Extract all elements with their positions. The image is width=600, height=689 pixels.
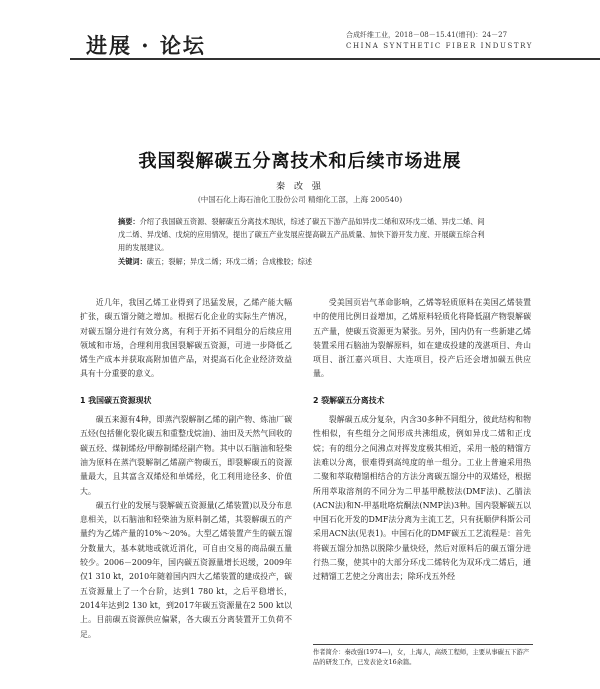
keywords-label: 关键词： — [118, 257, 147, 266]
author-footnote: 作者简介：秦改强(1974—)，女，上海人，高级工程师，主要从事碳五下游产品的研发工作，已发表论文16余篇。 — [313, 644, 533, 668]
abstract-label: 摘要： — [118, 217, 140, 226]
abstract — [118, 215, 488, 254]
left-column — [80, 296, 292, 642]
keywords — [118, 255, 488, 268]
right-column — [313, 296, 531, 585]
section-banner: 进展 · 论坛 — [86, 33, 206, 58]
keywords-text: 碳五；裂解；异戊二烯；环戊二烯；合成橡胶；综述 — [146, 257, 313, 266]
section-heading: 1 我国碳五资源现状 — [80, 395, 152, 405]
article-author: 秦 改 强 — [276, 182, 324, 192]
body-paragraph: 碳五来源有4种，即蒸汽裂解制乙烯的副产物、炼油厂碳五烃(包括催化裂化碳五和重整戊烷油)、油田及天然气回收的碳五烃、煤制烯烃/甲醇制烯烃副产物。其中以石脑油和轻柴油为原料在蒸汽裂解制乙烯副产物碳五，即裂解碳五的资源量最大，且其富含双烯烃和单烯烃，化工利用途径多、价值大。 — [80, 415, 292, 496]
header-divider — [70, 58, 600, 60]
abstract-text: 介绍了我国碳五资源、裂解碳五分离技术现状，综述了碳五下游产品如异戊二烯和双环戊二烯、异戊二烯、间戊二烯、异戊烯、戊烷的应用情况，提出了碳五产业发展应提高碳五产品质量、加快下游开发力度、开展碳五综合利用的发展建议。 — [118, 217, 485, 252]
article-title: 我国裂解碳五分离技术和后续市场进展 — [138, 151, 462, 172]
section-heading: 2 裂解碳五分离技术 — [313, 395, 385, 405]
page-header — [0, 0, 600, 62]
intro-paragraph: 近几年，我国乙烯工业得到了迅猛发展，乙烯产能大幅扩张，碳五馏分随之增加。根据石化企业的实际生产情况，对碳五馏分进行有效分离，有利于开拓不同组分的后续应用领域和市场，合理利用我国裂解碳五资源，可进一步降低乙烯生产成本并获取高附加值产品，对提高石化企业经济效益具有十分重要的意义。 — [80, 298, 292, 379]
author-affiliation: (中国石化上海石油化工股份公司 精细化工部，上海 200540) — [197, 195, 403, 204]
journal-english-name: CHINA SYNTHETIC FIBER INDUSTRY — [346, 42, 533, 50]
journal-citation: 合成纤维工业，2018－08－15.41(增刊)：24－27 — [346, 31, 508, 39]
body-paragraph: 受美国页岩气革命影响，乙烯等轻质原料在美国乙烯装置中的使用比例日益增加，乙烯原料轻质化将降低副产物裂解碳五产量，使碳五资源更为紧张。另外，国内仍有一些新建乙烯装置采用石脑油为裂解原料，如在建成投建的茂湛项目、舟山项目、浙江嘉兴项目、大连项目，投产后还会增加碳五供应量。 — [313, 298, 531, 379]
body-paragraph: 裂解碳五成分复杂，内含30多种不同组分，彼此结构和物性相似，有些组分之间形成共沸组成，例如异戊二烯和正戊烷；有的组分之间沸点对挥发度极其相近，采用一般的精馏方法难以分离，很难得到高纯度的单一组分。工业上普遍采用热二聚和萃取精馏相结合的方法分离碳五馏分中的双烯烃，根据所用萃取溶剂的不同分为二甲基甲酰胺法(DMF法)、乙腈法(ACN法)和N-甲基吡咯烷酮法(NMP法)3种。国内裂解碳五以中国石化开发的DMF法分离为主流工艺，只有抚顺伊科斯公司采用ACN法(见表1)。中国石化的DMF碳五工艺流程是：首先将碳五馏分加热以脱除少量炔烃，然后对原料后的碳五馏分进行热二聚，使其中的大部分环戊二烯转化为双环戊二烯后，通过精馏工艺使之分离出去；除环戊五外经 — [313, 415, 531, 582]
abstract-block — [118, 215, 488, 269]
body-paragraph: 碳五行业的发展与裂解碳五资源量(乙烯装置)以及分布息息相关，以石脑油和轻柴油为原料制乙烯，其裂解碳五的产量约为乙烯产量的10%～20%。大型乙烯装置产生的碳五馏分数量大，基本就地或就近消化，可自由交易的商品碳五量较少。2006－2009年，国内碳五资源量增长迟缓，2009年仅1 310 kt，2010年随着国内四大乙烯装置的建成投产，碳五资源量上了一个台阶，达到1 780 kt，之后平稳增长，2014年达到2 130 kt，到2017年碳五资源量在2 500 kt以上。目前碳五资源供应偏紧，各大碳五分离装置开工负荷不足。 — [80, 500, 292, 639]
journal-info — [346, 30, 596, 52]
